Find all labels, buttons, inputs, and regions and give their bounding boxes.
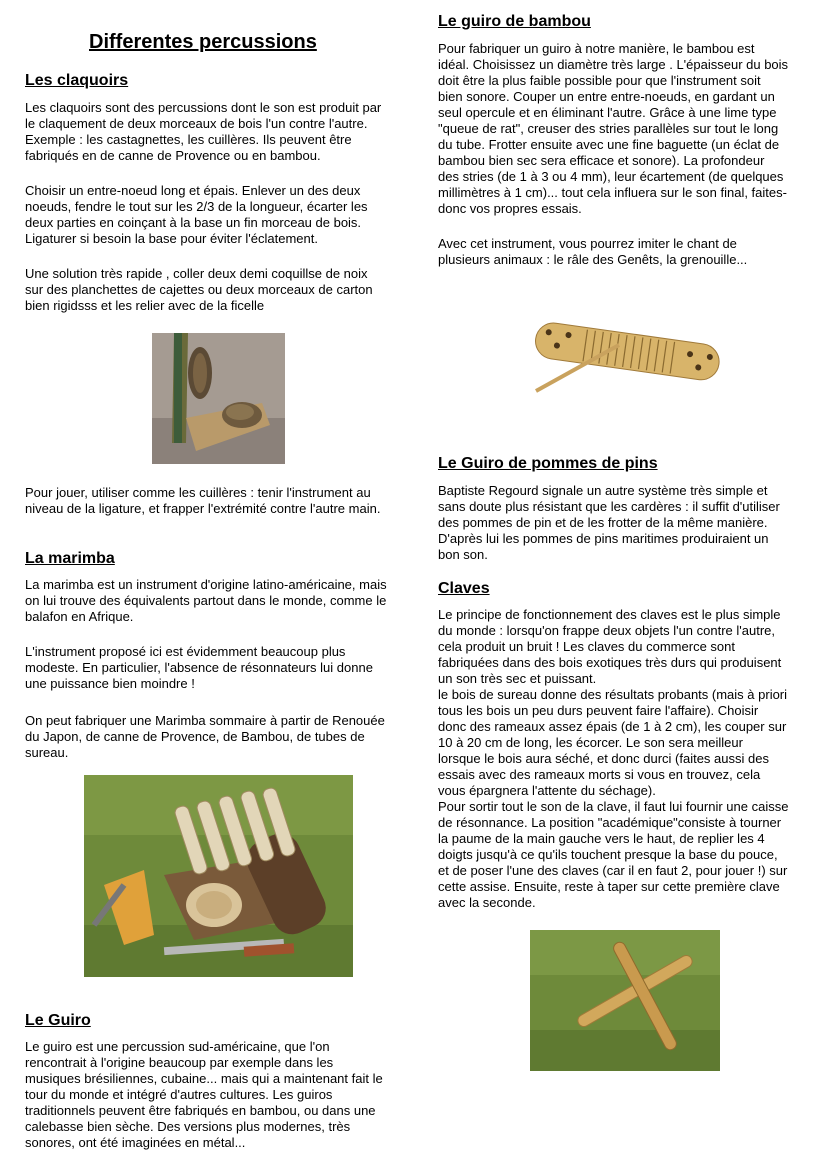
claquoirs-p1: Les claquoirs sont des percussions dont le son est produit par le claquement de deux morceaux de bois l'un contre l'autre. Exemple : les castagnettes, les cuillères. Ils peuvent être fabriqués en de canne de Provence ou en bambou. bbox=[25, 100, 382, 163]
claquoirs-p3: Une solution très rapide , coller deux demi coquillse de noix sur des planchettes de cajettes ou deux morceaux de carton bien rigidsss et les relier avec de la ficelle bbox=[25, 266, 373, 313]
marimba-p2: L'instrument proposé ici est évidemment beaucoup plus modeste. En particulier, l'absence de résonnateurs lui donne une puissance bien moindre ! bbox=[25, 644, 373, 691]
claquoir-photo bbox=[152, 333, 285, 464]
heading-guiro: Le Guiro bbox=[25, 1012, 91, 1029]
heading-guiro-pins: Le Guiro de pommes de pins bbox=[438, 455, 658, 472]
guiro-bambou-photo bbox=[524, 315, 724, 399]
marimba-p3: On peut fabriquer une Marimba sommaire à partir de Renouée du Japon, de canne de Provence, de Bambou, de tubes de sureau. bbox=[25, 713, 385, 760]
marimba-p1: La marimba est un instrument d'origine latino-américaine, mais on lui trouve des équivalents partout dans le monde, comme le balafon en Afrique. bbox=[25, 577, 387, 624]
heading-marimba: La marimba bbox=[25, 550, 115, 567]
bambou-p2: Avec cet instrument, vous pourrez imiter le chant de plusieurs animaux : le râle des Genêts, la grenouille... bbox=[438, 236, 748, 267]
bambou-p1: Pour fabriquer un guiro à notre manière, le bambou est idéal. Choisissez un diamètre très large . L'épaisseur du bois doit être la plus faible possible pour que l'instrument soit bien sonore. Couper un entre entre-noeuds, en gardant un seul opercule et en éliminant l'autre. Grâce à une lime type "queue de rat", creuser des stries parallèles sur tout le long du tube. Frotter ensuite avec une fine baguette (un éclat de bambou bien sec sera efficace et sonore). La profondeur des stries (de 1 à 3 ou 4 mm), leur écartement (de quelques millimètres à 1 cm)... tout cela influera sur le son final, faites- donc vos propres essais. bbox=[438, 41, 789, 216]
claves-p1: Le principe de fonctionnement des claves est le plus simple du monde : lorsqu'on frappe deux objets l'un contre l'autre, cela produit un bruit ! Les claves du commerce sont fabriquées dans des bois exotiques très durs qui produisent un son très sec et puissant. le bois de sureau donne des résultats probants (mais à priori tous les bois un peu durs peuvent faire l'affaire). Choisir donc des rameaux assez épais (de 1 à 2 cm), les couper sur 10 à 20 cm de long, les écorcer. Le son sera meilleur lorsque le bois aura séché, et donc durci (faites aussi des essais avec des rameaux morts si vous en trouvez, cela vous épargnera l'attente du séchage). Pour sortir tout le son de la clave, il faut lui fournir une caisse de résonnance. La position "académique"consiste à tourner la paume de la main gauche vers le haut, de replier les 4 doigts jusqu'à ce qu'ils touchent presque la base du pouce, et de poser l'une des claves (car il en faut 2, pour jouer !) sur cette assise. Ensuite, reste à taper sur cette première clave avec la seconde. bbox=[438, 607, 789, 910]
guiro-p1: Le guiro est une percussion sud-américaine, que l'on rencontrait à l'origine beaucoup par exemple dans les musiques brésiliennes, cubaine... mais qui a maintenant fait le tour du monde et intégré d'autres cultures. Les guiros traditionnels peuvent être fabriqués en bambou, ou dans une calebasse bien sèche. Des versions plus modernes, très sonores, ont été imaginées en métal... bbox=[25, 1039, 383, 1150]
heading-claves: Claves bbox=[438, 580, 490, 597]
marimba-photo bbox=[84, 775, 353, 977]
page-title: Differentes percussions bbox=[89, 31, 317, 53]
heading-claquoirs: Les claquoirs bbox=[25, 72, 129, 89]
claves-photo bbox=[530, 930, 720, 1071]
pins-p1: Baptiste Regourd signale un autre système très simple et sans doute plus résistant que les cardères : il suffit d'utiliser des pommes de pin et de les frotter de la même manière. D'après lui les pommes de pins maritimes produiraient un bon son. bbox=[438, 483, 780, 562]
heading-guiro-bambou: Le guiro de bambou bbox=[438, 13, 591, 30]
claquoirs-p4: Pour jouer, utiliser comme les cuillères : tenir l'instrument au niveau de la ligature, et frapper l'extrémité contre l'autre main. bbox=[25, 485, 381, 516]
claquoirs-p2: Choisir un entre-noeud long et épais. Enlever un des deux noeuds, fendre le tout sur les 2/3 de la longueur, écarter les deux parties en coinçant à la base un fin morceau de bois. Ligaturer si besoin la base pour éviter l'éclatement. bbox=[25, 183, 368, 246]
